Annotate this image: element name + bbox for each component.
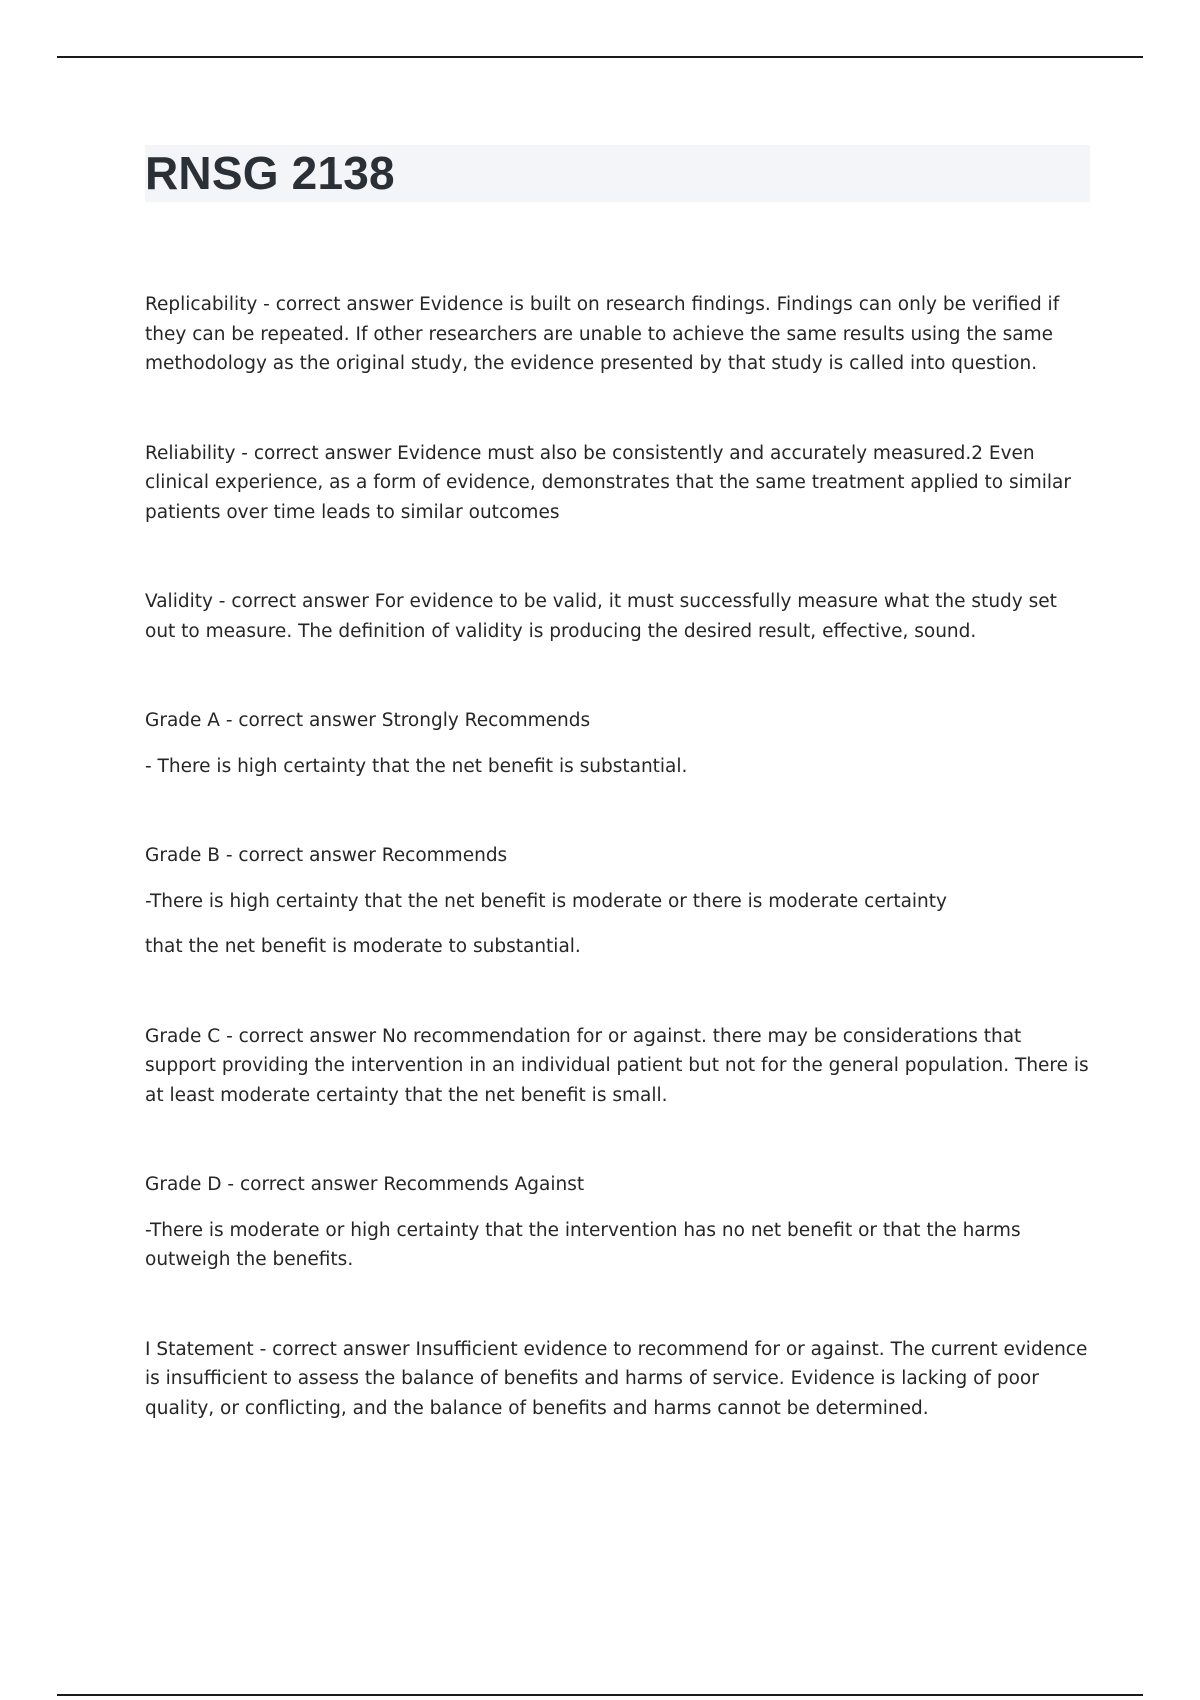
entry-text: Validity - correct answer For evidence to be valid, it must successfully measure what the study set out to measure. The definition of validity is producing the desired result, effective, sound.: [145, 591, 1057, 642]
entry-text: Grade A - correct answer Strongly Recommends: [145, 710, 591, 731]
entry-detail: - There is high certainty that the net benefit is substantial.: [145, 755, 688, 777]
entry-grade-a: [145, 706, 1090, 781]
entry-validity: [145, 587, 1090, 646]
entry-reliability: [145, 439, 1090, 528]
entry-replicability: [145, 290, 1090, 379]
entry-text: Grade B - correct answer Recommends: [145, 845, 508, 866]
entry-text: Grade D - correct answer Recommends Against: [145, 1174, 585, 1195]
entry-i-statement: [145, 1335, 1090, 1424]
entry-text: I Statement - correct answer Insufficient evidence to recommend for or against. The current evidence is insufficient to assess the balance of benefits and harms of service. Evidence is lacking of poor quality, or conflicting, and the balance of benefits and harms cannot be determined.: [145, 1338, 1088, 1419]
top-divider: [57, 56, 1143, 58]
entry-grade-c: [145, 1022, 1090, 1111]
entry-text: Replicability - correct answer Evidence is built on research findings. Findings can only be verified if they can be repeated. If other researchers are unable to achieve the same results using the same methodology as the original study, the evidence presented by that study is called into question.: [145, 294, 1060, 374]
entry-grade-b: [145, 841, 1090, 962]
flashcard-list: [145, 290, 1090, 1483]
entry-detail: -There is moderate or high certainty that the intervention has no net benefit or that the harms outweigh the benefits.: [145, 1219, 1021, 1270]
entry-text: Reliability - correct answer Evidence must also be consistently and accurately measured.2 Even clinical experience, as a form of evidence, demonstrates that the same treatment applied to similar patients over time leads to similar outcomes: [145, 442, 1071, 523]
page-title: RNSG 2138: [145, 147, 395, 199]
entry-detail: that the net benefit is moderate to substantial.: [145, 936, 581, 957]
entry-detail: -There is high certainty that the net benefit is moderate or there is moderate certainty: [145, 890, 947, 912]
entry-grade-d: [145, 1170, 1090, 1275]
bottom-divider: [57, 1694, 1143, 1696]
entry-text: Grade C - correct answer No recommendation for or against. there may be considerations that support providing the intervention in an individual patient but not for the general population. There is at least moderate certainty that the net benefit is small.: [145, 1025, 1089, 1106]
